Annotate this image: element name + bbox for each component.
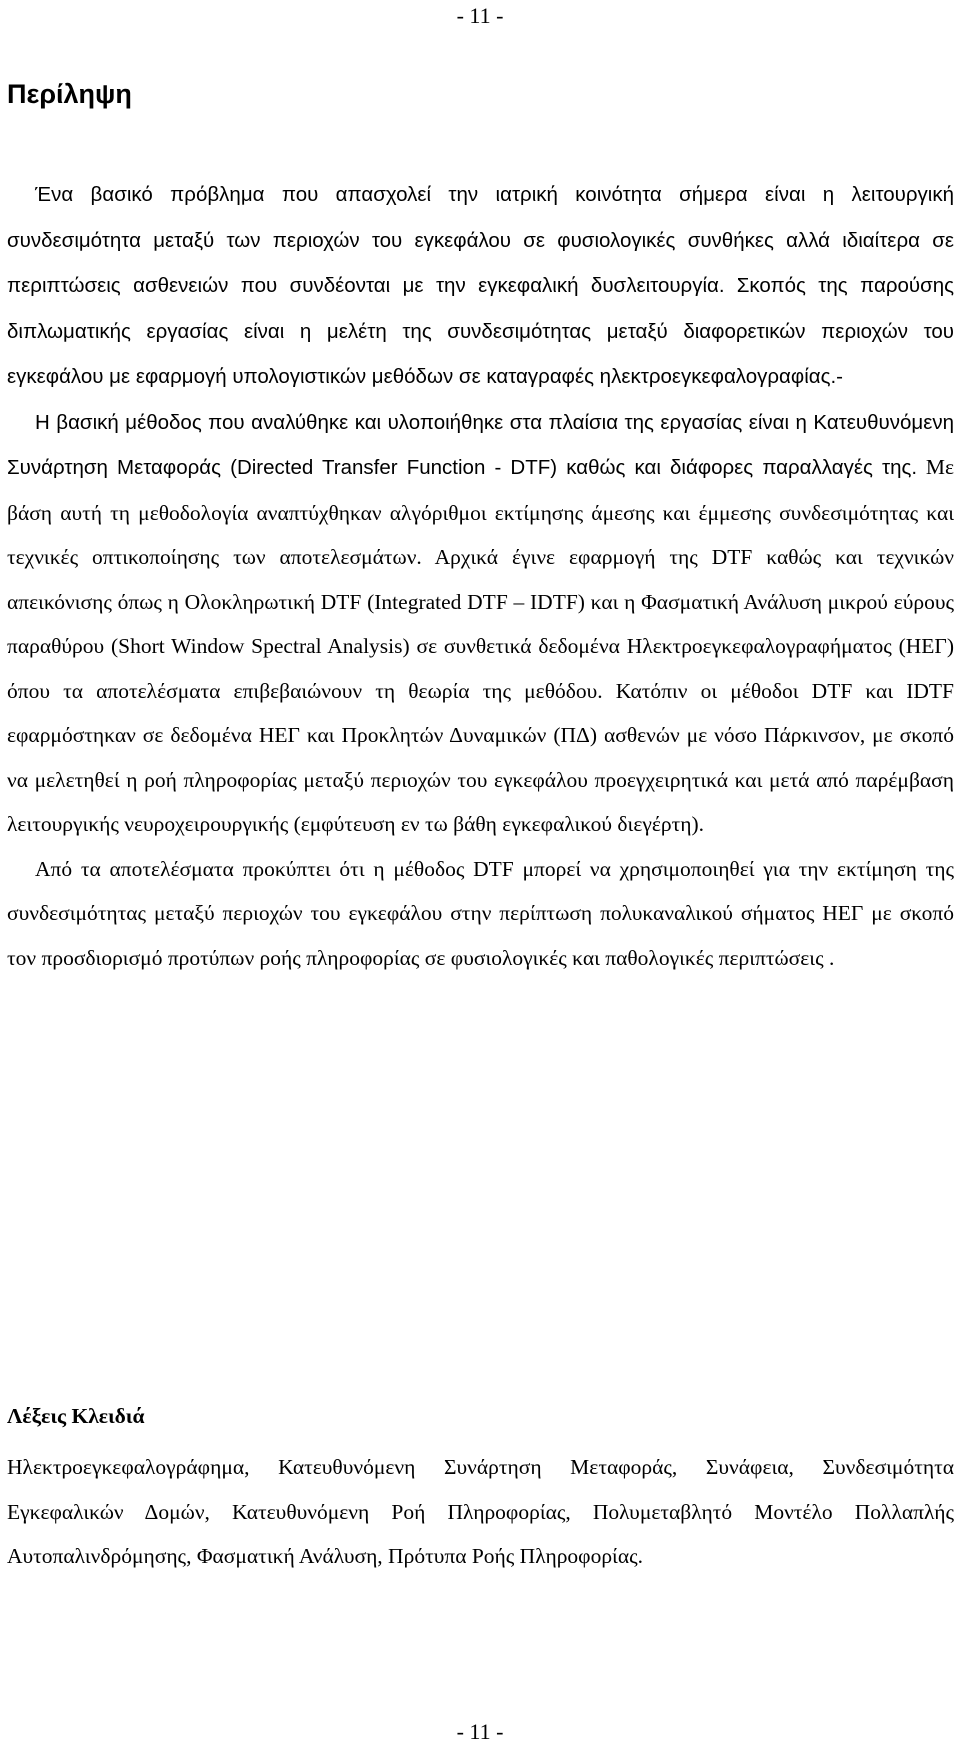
keywords-list: Ηλεκτροεγκεφαλογράφημα, Κατευθυνόμενη Συνάρτηση Μεταφοράς, Συνάφεια, Συνδεσιμότητα Εγκεφαλικών Δομών, Κατευθυνόμενη Ροή Πληροφορίας, Πολυμεταβλητό Μοντέλο Πολλαπλής Αυτοπαλινδρόμησης, Φασματική Ανάλυση, Πρότυπα Ροής Πληροφορίας. [7, 1455, 954, 1568]
abstract-body [7, 172, 954, 980]
section-heading: Περίληψη [7, 79, 132, 109]
abstract-paragraph-2-part-2: Με βάση αυτή τη μεθοδολογία αναπτύχθηκαν αλγόριθμοι εκτίμησης άμεσης και έμμεσης συνδεσιμότητας και τεχνικές οπτικοποίησης των αποτελεσμάτων. [7, 455, 955, 569]
abstract-paragraph-1 [7, 172, 954, 400]
abstract-paragraph-2-part-1: Η βασική μέθοδος που αναλύθηκε και υλοποιήθηκε στα πλαίσια της εργασίας είναι η Κατευθυνόμενη Συνάρτηση Μεταφοράς (Directed Transfer Function - DTF) καθώς και διάφορες παραλλαγές της. [7, 410, 954, 479]
abstract-paragraph-1-part-2: Σκοπός της παρούσης διπλωματικής εργασίας είναι η μελέτη της συνδεσιμότητας μεταξύ διαφορετικών περιοχών του εγκεφάλου με εφαρμογή υπολογιστικών μεθόδων σε καταγραφές ηλεκτροεγκεφαλογραφίας.- [7, 274, 955, 388]
abstract-paragraph-2-part-4: Κατόπιν οι μέθοδοι DTF και IDTF εφαρμόστηκαν σε δεδομένα ΗΕΓ και Προκλητών Δυναμικών (ΠΔ) ασθενών με νόσο Πάρκινσον, με σκοπό να μελετηθεί η ροή πληροφορίας μεταξύ περιοχών του εγκεφάλου προεγχειρητικά και μετά από παρέμβαση λειτουργικής νευροχειρουργικής (εμφύτευση εν τω βάθη εγκεφαλικού διεγέρτη). [7, 678, 954, 836]
abstract-paragraph-1-part-1: Ένα βασικό πρόβλημα που απασχολεί την ιατρική κοινότητα σήμερα είναι η λειτουργική συνδεσιμότητα μεταξύ των περιοχών του εγκεφάλου σε φυσιολογικές συνθήκες αλλά ιδιαίτερα σε περιπτώσεις ασθενειών που συνδέονται με την εγκεφαλική δυσλειτουργία. [7, 183, 954, 297]
abstract-paragraph-3: Από τα αποτελέσματα προκύπτει ότι η μέθοδος DTF μπορεί να χρησιμοποιηθεί για την εκτίμηση της συνδεσιμότητας μεταξύ περιοχών του εγκεφάλου στην περίπτωση πολυκαναλικού σήματος ΗΕΓ με σκοπό τον προσδιορισμό προτύπων ροής πληροφορίας σε φυσιολογικές και παθολογικές περιπτώσεις . [7, 856, 954, 970]
page-number-bottom: - 11 - [456, 1719, 504, 1744]
page-number-top: - 11 - [456, 3, 504, 28]
abstract-paragraph-2-part-3: Αρχικά έγινε εφαρμογή της DTF καθώς και τεχνικών απεικόνισης όπως η Ολοκληρωτική DTF (Integrated DTF – IDTF) και η Φασματική Ανάλυση μικρού εύρους παραθύρου (Short Window Spectral Analysis) σε συνθετικά δεδομένα Ηλεκτροεγκεφαλογραφήματος (ΗΕΓ) όπου τα αποτελέσματα επιβεβαιώνουν τη θεωρία της μεθόδου. [7, 545, 954, 703]
keywords-heading: Λέξεις Κλειδιά [7, 1404, 145, 1428]
abstract-paragraph-2 [7, 400, 954, 847]
